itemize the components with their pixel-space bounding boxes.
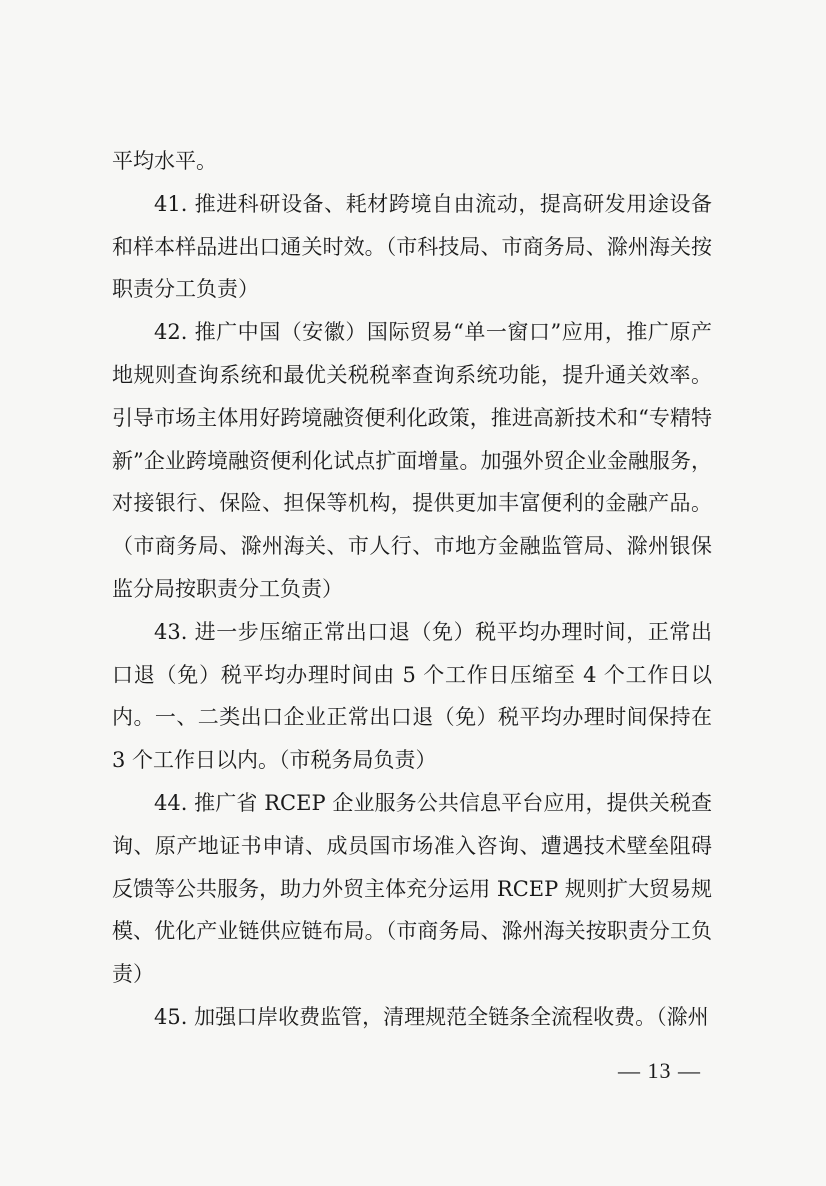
page-number: — 13 — <box>618 1058 701 1083</box>
paragraph-continuation: 平均水平。 <box>112 149 217 173</box>
paragraph-item-44: 44. 推广省 RCEP 企业服务公共信息平台应用，提供关税查询、原产地证书申请、成员国市场准入咨询、遭遇技术壁垒阻碍反馈等公共服务，助力外贸主体充分运用 RCEP 规则扩大贸易规模、优化产业链供应链布局。（市商务局、滁州海关按职责分工负责） <box>112 790 712 987</box>
body-text <box>112 140 712 1039</box>
paragraph-item-42: 42. 推广中国（安徽）国际贸易“单一窗口”应用，推广原产地规则查询系统和最优关税税率查询系统功能，提升通关效率。引导市场主体用好跨境融资便利化政策，推进高新技术和“专精特新”企业跨境融资便利化试点扩面增量。加强外贸企业金融服务，对接银行、保险、担保等机构，提供更加丰富便利的金融产品。（市商务局、滁州海关、市人行、市地方金融监管局、滁州银保监分局按职责分工负责） <box>112 320 712 601</box>
paragraph-item-41: 41. 推进科研设备、耗材跨境自由流动，提高研发用途设备和样本样品进出口通关时效。（市科技局、市商务局、滁州海关按职责分工负责） <box>112 191 712 302</box>
paragraph-item-43: 43. 进一步压缩正常出口退（免）税平均办理时间，正常出口退（免）税平均办理时间由 5 个工作日压缩至 4 个工作日以内。一、二类出口企业正常出口退（免）税平均办理时间保持在 3 个工作日以内。（市税务局负责） <box>112 619 712 773</box>
paragraph-item-45: 45. 加强口岸收费监管，清理规范全链条全流程收费。（滁州 <box>154 1004 709 1029</box>
